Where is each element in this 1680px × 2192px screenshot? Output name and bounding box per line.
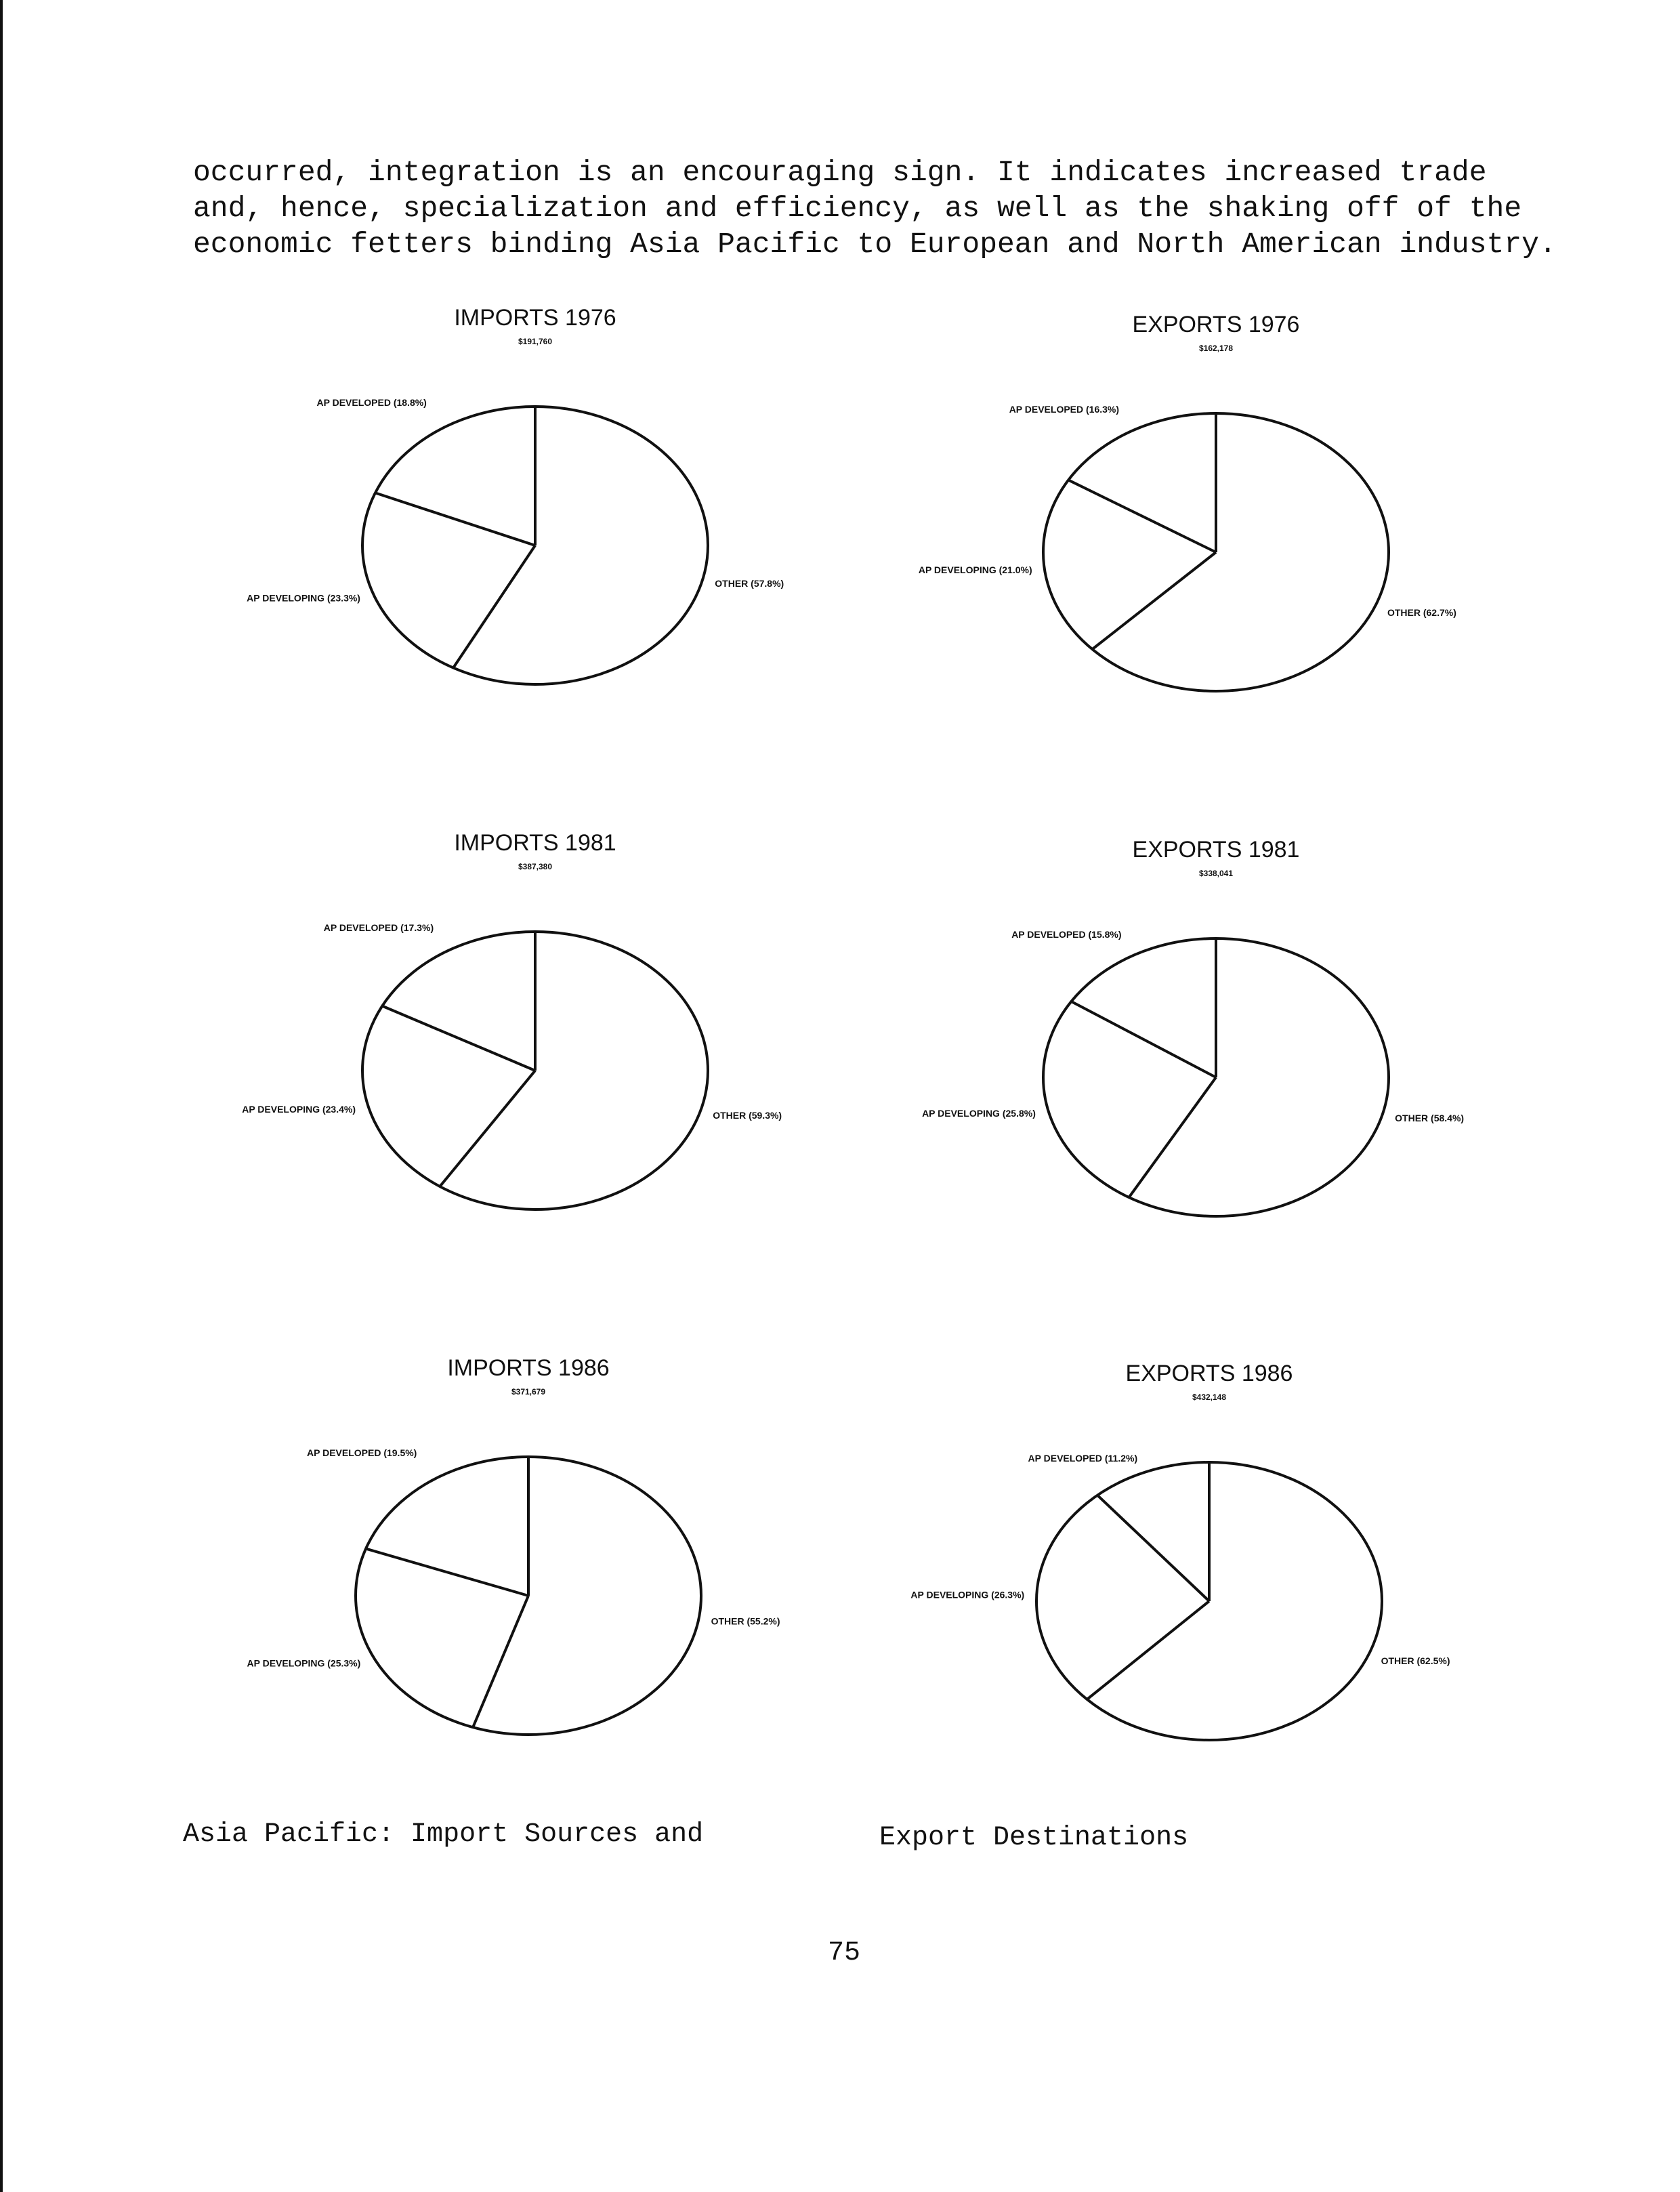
chart-total-value: $191,760 bbox=[518, 337, 553, 346]
slice-label: AP DEVELOPING (25.8%) bbox=[922, 1107, 1036, 1119]
figure-caption-right: Export Destinations bbox=[879, 1823, 1189, 1853]
slice-label: AP DEVELOPED (19.5%) bbox=[307, 1447, 417, 1458]
pie-chart-imports-1986-svg bbox=[149, 1348, 894, 1850]
chart-total-value: $432,148 bbox=[1192, 1392, 1227, 1402]
pie-chart-imports-1976-svg bbox=[156, 298, 901, 800]
slice-label: OTHER (55.2%) bbox=[711, 1615, 780, 1627]
slice-label: AP DEVELOPED (15.8%) bbox=[1011, 929, 1122, 940]
intro-line-1: occurred, integration is an encouraging sign. It indicates increased trade bbox=[193, 156, 1487, 189]
slice-label: AP DEVELOPED (16.3%) bbox=[1009, 404, 1120, 415]
pie-chart-exports-1981 bbox=[837, 830, 1582, 1331]
slice-label: OTHER (62.7%) bbox=[1387, 607, 1456, 619]
slice-label: OTHER (57.8%) bbox=[715, 578, 784, 590]
chart-title: EXPORTS 1976 bbox=[1132, 312, 1300, 337]
pie-chart-exports-1976-svg bbox=[837, 305, 1582, 806]
pie-chart-imports-1986 bbox=[149, 1348, 894, 1850]
chart-total-value: $338,041 bbox=[1198, 869, 1234, 878]
slice-label: AP DEVELOPING (21.0%) bbox=[918, 564, 1032, 575]
slice-label: OTHER (58.4%) bbox=[1395, 1112, 1465, 1123]
slice-label: AP DEVELOPED (11.2%) bbox=[1028, 1453, 1138, 1464]
figure-caption-left: Asia Pacific: Import Sources and bbox=[183, 1819, 704, 1850]
intro-paragraph bbox=[193, 154, 1557, 262]
chart-title: IMPORTS 1981 bbox=[454, 830, 616, 856]
slice-label: AP DEVELOPING (26.3%) bbox=[910, 1589, 1025, 1600]
page-number: 75 bbox=[828, 1938, 861, 1968]
slice-label: OTHER (62.5%) bbox=[1381, 1655, 1450, 1666]
chart-title: EXPORTS 1981 bbox=[1132, 837, 1300, 863]
slice-label: AP DEVELOPED (17.3%) bbox=[323, 922, 434, 933]
slice-label: AP DEVELOPED (18.8%) bbox=[316, 397, 427, 408]
pie-chart-exports-1981-svg bbox=[837, 830, 1582, 1331]
pie-chart-exports-1976 bbox=[837, 305, 1582, 806]
chart-title: IMPORTS 1986 bbox=[447, 1355, 610, 1381]
slice-label: AP DEVELOPING (23.4%) bbox=[242, 1104, 356, 1115]
pie-chart-imports-1981-svg bbox=[156, 823, 901, 1325]
chart-title: EXPORTS 1986 bbox=[1125, 1361, 1293, 1386]
slice-label: AP DEVELOPING (25.3%) bbox=[247, 1657, 361, 1669]
slice-label: OTHER (59.3%) bbox=[713, 1110, 782, 1121]
pie-chart-exports-1986 bbox=[830, 1354, 1575, 1855]
pie-chart-imports-1981 bbox=[156, 823, 901, 1325]
chart-total-value: $162,178 bbox=[1198, 344, 1234, 353]
page-edge-rule bbox=[0, 0, 3, 2192]
chart-total-value: $371,679 bbox=[511, 1387, 546, 1397]
intro-line-3: economic fetters binding Asia Pacific to European and North American industry. bbox=[193, 228, 1557, 261]
slice-label: AP DEVELOPING (23.3%) bbox=[247, 592, 360, 604]
chart-total-value: $387,380 bbox=[518, 862, 553, 871]
intro-line-2: and, hence, specialization and efficiency, as well as the shaking off of the bbox=[193, 192, 1522, 225]
pie-chart-imports-1976 bbox=[156, 298, 901, 800]
chart-title: IMPORTS 1976 bbox=[454, 305, 616, 331]
pie-chart-exports-1986-svg bbox=[830, 1354, 1575, 1855]
